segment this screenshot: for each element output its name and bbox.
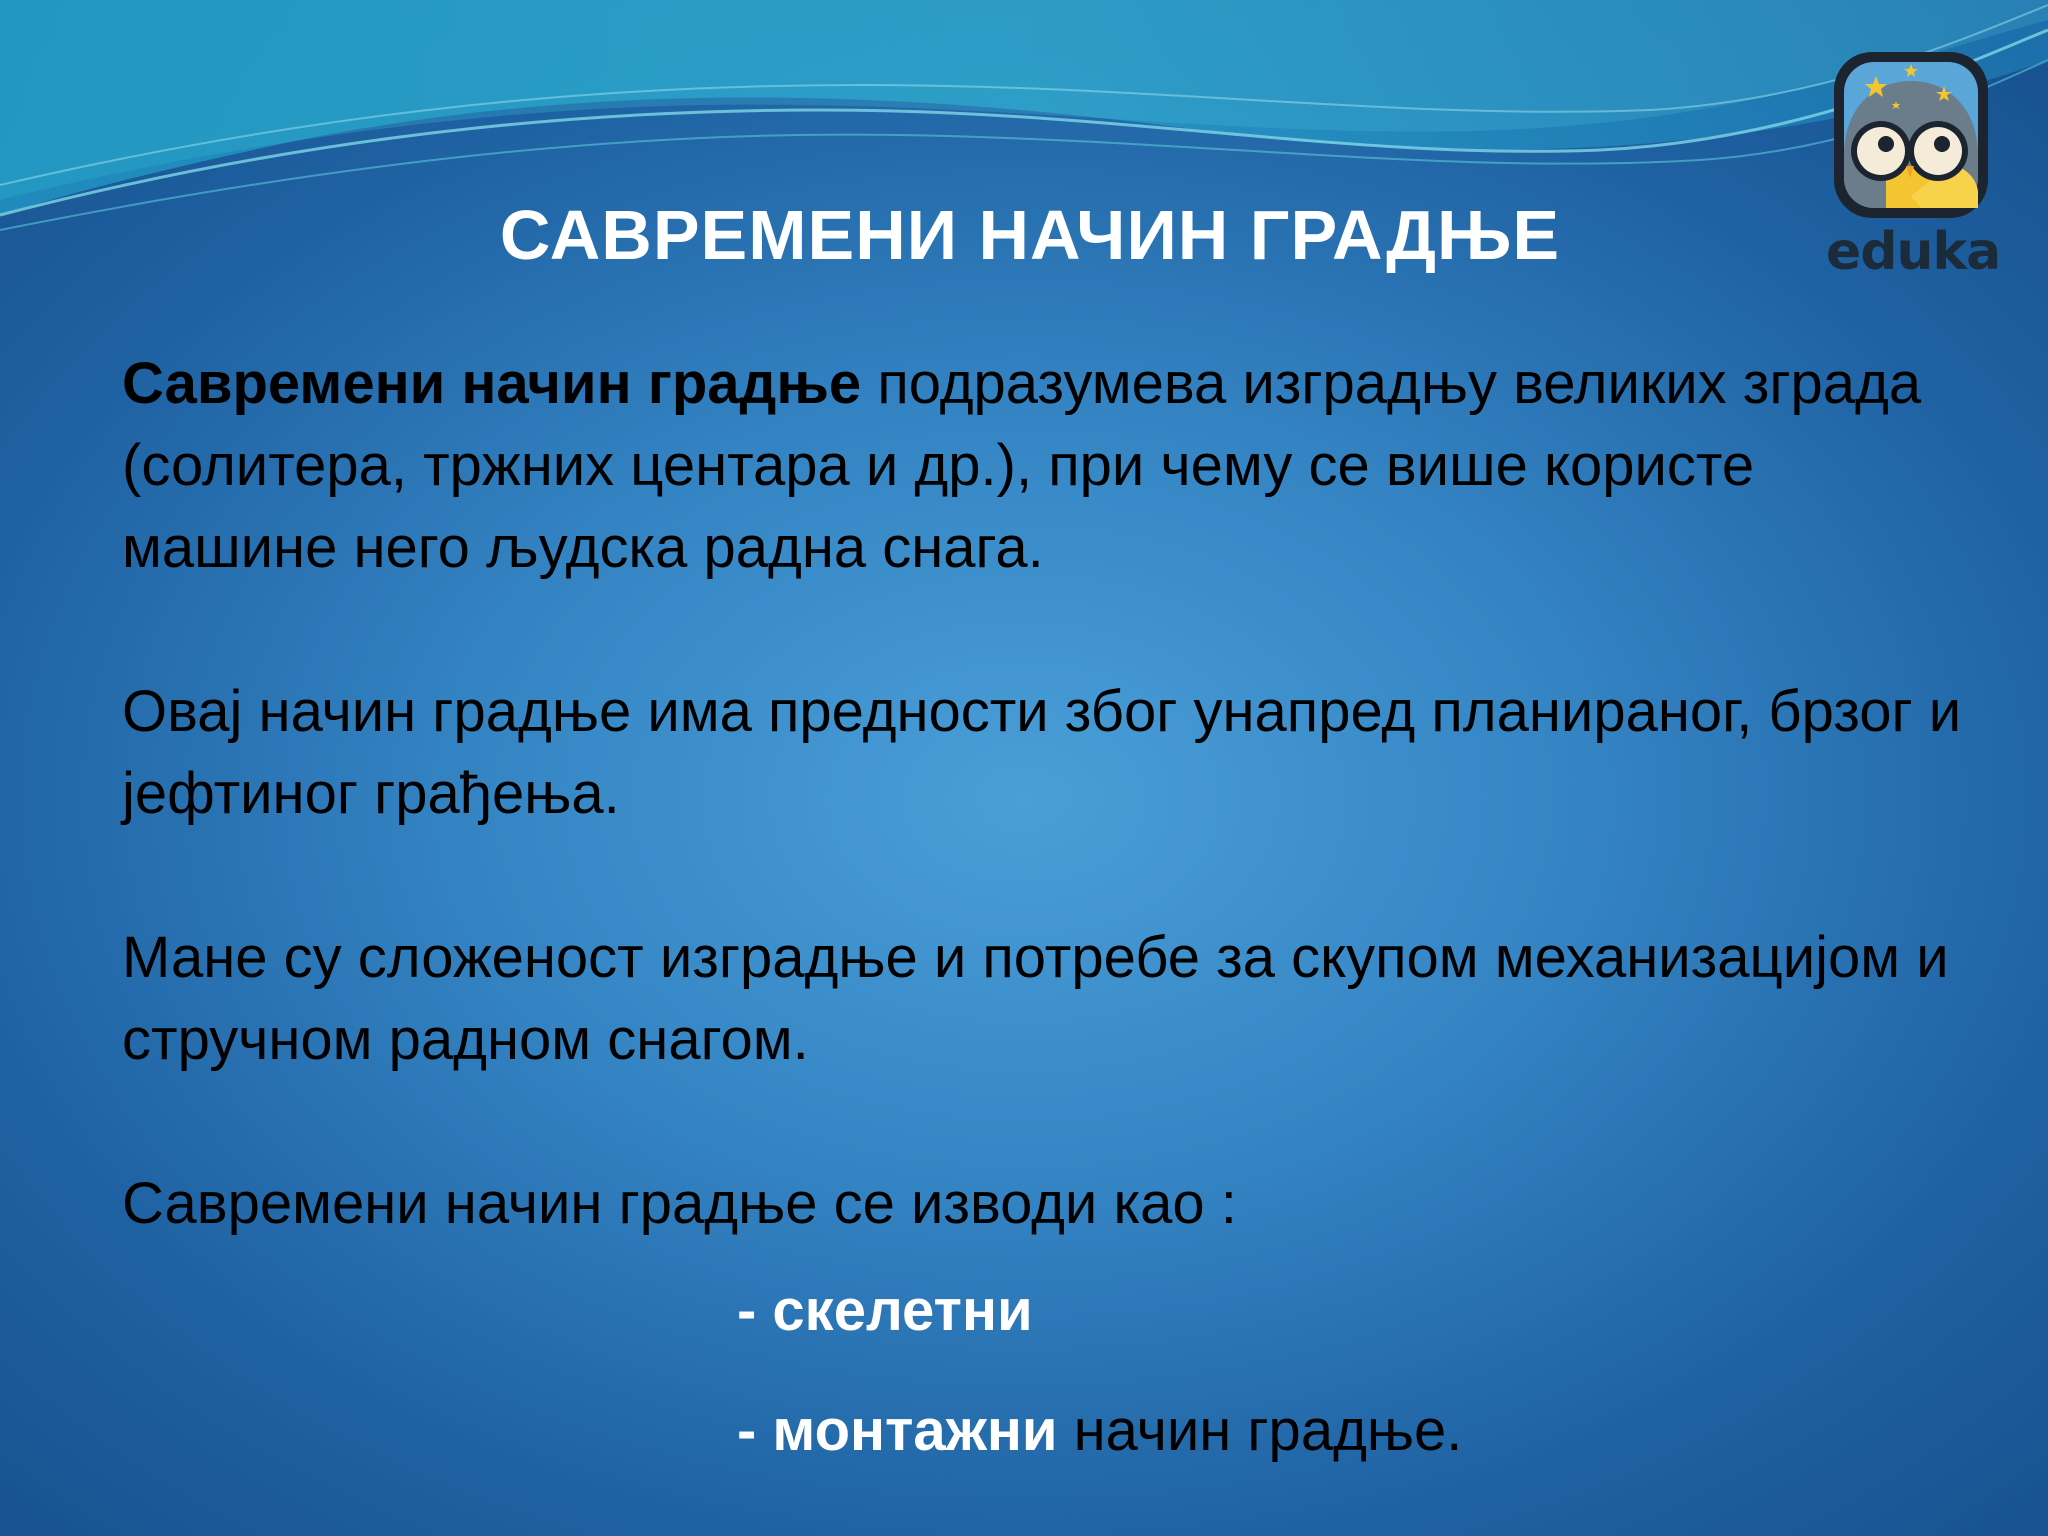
slide-title: САВРЕМЕНИ НАЧИН ГРАДЊЕ [499, 196, 1561, 274]
list-item-skeletal-label: - скелетни [737, 1278, 1033, 1343]
list-item-prefabricated [737, 1390, 1462, 1472]
list-item-prefabricated-text: начин градње. [1057, 1398, 1463, 1463]
eduka-logo [1826, 46, 2001, 282]
paragraph-definition-text: подразумева изградњу великих зграда (солитера, тржних центара и др.), при чему се више користе машине него људска радна снага. [122, 351, 1922, 580]
list-item-skeletal [737, 1270, 1033, 1352]
paragraph-advantages: Овај начин градње има предности због унапред планираног, брзог и јефтиног грађења. [122, 679, 1962, 826]
logo-text: eduka [1826, 222, 2001, 282]
paragraph-methods-intro: Савремени начин градње се изводи као : [122, 1171, 1237, 1236]
list-item-prefabricated-label: - монтажни [737, 1398, 1058, 1463]
paragraph-definition-bold: Савремени начин градње [122, 351, 862, 416]
owl-icon [1826, 46, 1996, 226]
paragraph-definition [122, 343, 1982, 589]
paragraph-disadvantages: Мане су сложеност изградње и потребе за скупом механизацијом и стручном радном снагом. [122, 925, 1949, 1072]
